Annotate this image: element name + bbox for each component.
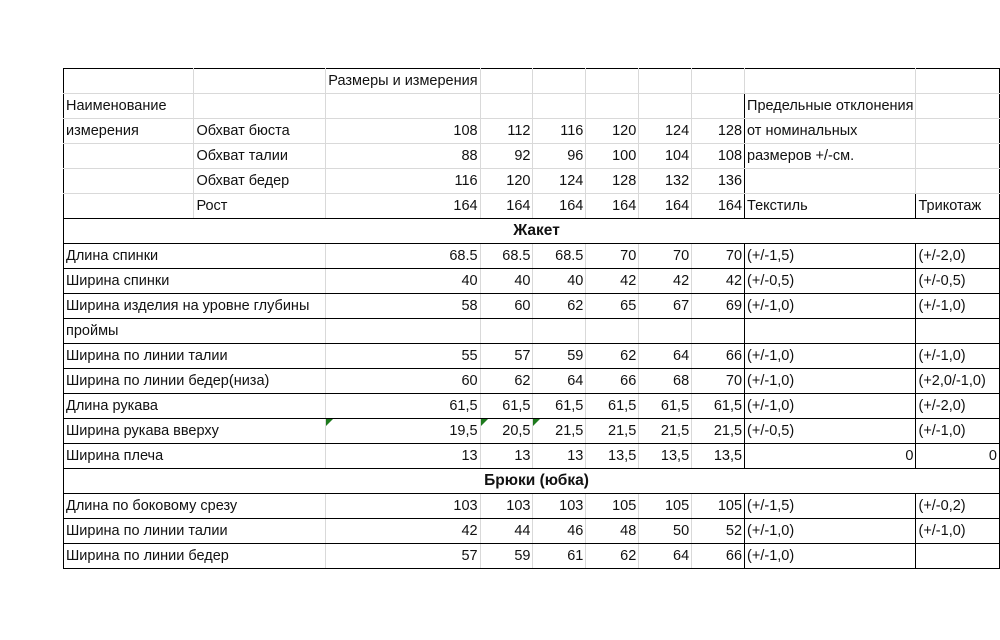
measure-label: Обхват бедер	[194, 169, 326, 194]
row-value: 61,5	[586, 394, 639, 419]
table-row	[64, 369, 1000, 394]
table-row	[64, 544, 1000, 569]
table-row	[64, 244, 1000, 269]
table-row	[64, 519, 1000, 544]
row-value: 61,5	[639, 394, 692, 419]
row-value: 65	[586, 294, 639, 319]
measure-value: 120	[480, 169, 533, 194]
row-value: 64	[639, 344, 692, 369]
row-value: 13,5	[586, 444, 639, 469]
row-value: 59	[480, 544, 533, 569]
header-row-1	[64, 69, 1000, 94]
row-label: Длина рукава	[64, 394, 326, 419]
row-value: 13	[326, 444, 480, 469]
measure-value: 108	[326, 119, 480, 144]
row-value: 50	[639, 519, 692, 544]
row-value: 13	[533, 444, 586, 469]
row-value: 57	[480, 344, 533, 369]
row-value: 103	[326, 494, 480, 519]
row-label: Длина спинки	[64, 244, 326, 269]
knit-tolerance: (+/-2,0)	[916, 244, 1000, 269]
table-row	[64, 319, 1000, 344]
row-label: Длина по боковому срезу	[64, 494, 326, 519]
measure-value: 108	[692, 144, 745, 169]
measure-row	[64, 194, 1000, 219]
measure-row	[64, 119, 1000, 144]
knit-tolerance: (+/-0,5)	[916, 269, 1000, 294]
table-row	[64, 294, 1000, 319]
table-row	[64, 394, 1000, 419]
row-label: Ширина по линии талии	[64, 344, 326, 369]
textile-tolerance: (+/-1,0)	[745, 544, 916, 569]
textile-tolerance: (+/-0,5)	[745, 419, 916, 444]
row-value: 62	[586, 544, 639, 569]
measure-value: 124	[639, 119, 692, 144]
measure-value: 128	[692, 119, 745, 144]
knit-tolerance: (+/-1,0)	[916, 294, 1000, 319]
row-value: 64	[533, 369, 586, 394]
row-value: 62	[586, 344, 639, 369]
jacket-section	[64, 219, 1000, 244]
row-value: 62	[480, 369, 533, 394]
row-value: 61,5	[533, 394, 586, 419]
row-label: проймы	[64, 319, 326, 344]
measure-value: 92	[480, 144, 533, 169]
textile-tolerance: (+/-1,0)	[745, 344, 916, 369]
measure-value: 164	[533, 194, 586, 219]
row-value: 52	[692, 519, 745, 544]
row-value: 13	[480, 444, 533, 469]
row-value: 105	[586, 494, 639, 519]
row-label: Ширина по линии бедер	[64, 544, 326, 569]
measure-value: 164	[692, 194, 745, 219]
row-value	[533, 419, 586, 444]
row-value	[326, 419, 480, 444]
measure-value: 116	[326, 169, 480, 194]
table-title: Размеры и измерения	[328, 73, 478, 89]
table-row	[64, 494, 1000, 519]
textile-header: Текстиль	[745, 194, 916, 219]
measure-value: 164	[326, 194, 480, 219]
textile-tolerance: (+/-1,0)	[745, 519, 916, 544]
row-value: 21,5	[639, 419, 692, 444]
textile-tolerance: (+/-1,0)	[745, 369, 916, 394]
pants-section-title: Брюки (юбка)	[484, 472, 589, 489]
row-value: 70	[692, 244, 745, 269]
measure-row	[64, 169, 1000, 194]
row-value: 68	[639, 369, 692, 394]
row-value: 13,5	[639, 444, 692, 469]
row-label: Ширина рукава вверху	[64, 419, 326, 444]
row-value: 61	[533, 544, 586, 569]
knit-tolerance: 0	[916, 444, 1000, 469]
size-spreadsheet	[63, 68, 1000, 569]
row-label: Ширина изделия на уровне глубины	[64, 294, 326, 319]
row-value: 42	[692, 269, 745, 294]
row-value: 13,5	[692, 444, 745, 469]
comment-marker-icon	[533, 419, 540, 426]
knit-tolerance: (+2,0/-1,0)	[916, 369, 1000, 394]
row-label: Ширина спинки	[64, 269, 326, 294]
measure-value: 164	[586, 194, 639, 219]
measure-label: Рост	[194, 194, 326, 219]
measure-value: 132	[639, 169, 692, 194]
row-value: 21,5	[692, 419, 745, 444]
size-table	[63, 68, 1000, 569]
measure-label: Обхват бюста	[194, 119, 326, 144]
knit-tolerance: (+/-1,0)	[916, 419, 1000, 444]
textile-tolerance: 0	[745, 444, 916, 469]
knit-tolerance: (+/-2,0)	[916, 394, 1000, 419]
measure-value: 96	[533, 144, 586, 169]
row-value: 42	[586, 269, 639, 294]
tolerance-header: Предельные отклонения	[747, 98, 914, 114]
row-value: 58	[326, 294, 480, 319]
measure-row	[64, 144, 1000, 169]
jacket-section-title: Жакет	[513, 222, 560, 239]
row-value: 67	[639, 294, 692, 319]
measure-value: 164	[639, 194, 692, 219]
row-value: 61,5	[480, 394, 533, 419]
row-value: 20,5	[502, 423, 531, 439]
measure-value: 128	[586, 169, 639, 194]
comment-marker-icon	[326, 419, 333, 426]
row-value	[480, 419, 533, 444]
row-value: 64	[639, 544, 692, 569]
tolerance-header-line: от номинальных	[745, 119, 916, 144]
textile-tolerance: (+/-1,5)	[745, 494, 916, 519]
row-value: 105	[692, 494, 745, 519]
row-value: 60	[480, 294, 533, 319]
row-label: Ширина по линии бедер(низа)	[64, 369, 326, 394]
measure-value: 100	[586, 144, 639, 169]
table-row	[64, 269, 1000, 294]
row-value: 105	[639, 494, 692, 519]
row-value: 57	[326, 544, 480, 569]
row-value: 103	[480, 494, 533, 519]
name-header-2: измерения	[64, 119, 194, 144]
row-value: 40	[326, 269, 480, 294]
textile-tolerance: (+/-1,0)	[745, 394, 916, 419]
row-value: 59	[533, 344, 586, 369]
row-value: 44	[480, 519, 533, 544]
row-value: 61,5	[692, 394, 745, 419]
row-value: 68.5	[533, 244, 586, 269]
row-value: 46	[533, 519, 586, 544]
row-value: 70	[639, 244, 692, 269]
row-value: 68.5	[480, 244, 533, 269]
measure-value: 104	[639, 144, 692, 169]
header-row-2	[64, 94, 1000, 119]
row-value: 60	[326, 369, 480, 394]
row-value: 70	[692, 369, 745, 394]
row-value: 40	[480, 269, 533, 294]
knit-tolerance: (+/-1,0)	[916, 519, 1000, 544]
row-value: 61,5	[326, 394, 480, 419]
row-value: 68.5	[326, 244, 480, 269]
row-value: 62	[533, 294, 586, 319]
measure-value: 112	[480, 119, 533, 144]
tolerance-header-line: размеров +/-см.	[745, 144, 916, 169]
row-value: 66	[586, 369, 639, 394]
pants-section	[64, 469, 1000, 494]
table-row	[64, 344, 1000, 369]
measure-value: 164	[480, 194, 533, 219]
row-value: 103	[533, 494, 586, 519]
row-value: 69	[692, 294, 745, 319]
row-value: 66	[692, 544, 745, 569]
measure-value: 124	[533, 169, 586, 194]
knit-tolerance: (+/-0,2)	[916, 494, 1000, 519]
row-value: 42	[639, 269, 692, 294]
textile-tolerance: (+/-0,5)	[745, 269, 916, 294]
measure-value: 136	[692, 169, 745, 194]
name-header: Наименование	[64, 94, 194, 119]
row-value: 48	[586, 519, 639, 544]
knit-tolerance	[916, 544, 1000, 569]
measure-label: Обхват талии	[194, 144, 326, 169]
row-label: Ширина плеча	[64, 444, 326, 469]
row-value: 66	[692, 344, 745, 369]
row-value: 42	[326, 519, 480, 544]
table-row	[64, 419, 1000, 444]
knit-tolerance: (+/-1,0)	[916, 344, 1000, 369]
textile-tolerance: (+/-1,0)	[745, 294, 916, 319]
table-row	[64, 444, 1000, 469]
row-value: 19,5	[449, 423, 478, 439]
textile-tolerance: (+/-1,5)	[745, 244, 916, 269]
row-value: 21,5	[555, 423, 584, 439]
measure-value: 120	[586, 119, 639, 144]
measure-value: 116	[533, 119, 586, 144]
row-value: 55	[326, 344, 480, 369]
measure-value: 88	[326, 144, 480, 169]
knit-header: Трикотаж	[916, 194, 1000, 219]
row-label: Ширина по линии талии	[64, 519, 326, 544]
comment-marker-icon	[481, 419, 488, 426]
row-value: 21,5	[586, 419, 639, 444]
row-value: 70	[586, 244, 639, 269]
row-value: 40	[533, 269, 586, 294]
